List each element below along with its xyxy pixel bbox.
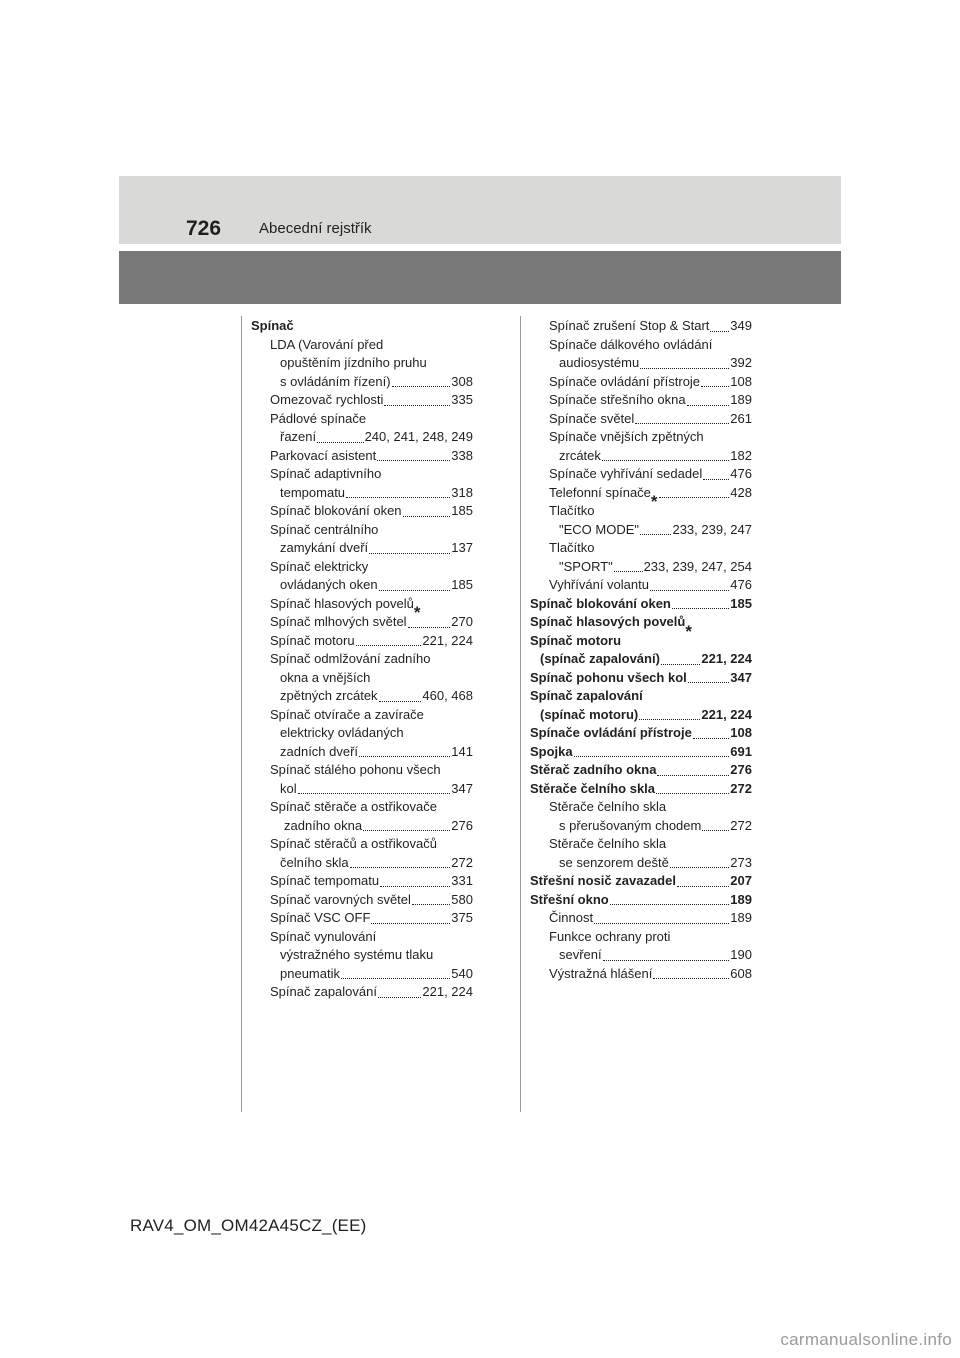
index-entry — [530, 595, 752, 614]
leader-dots — [687, 404, 730, 406]
index-entry — [530, 891, 752, 910]
index-entry — [251, 761, 473, 780]
index-term: Spínač elektricky — [270, 558, 369, 574]
index-term: zadního okna — [284, 817, 363, 833]
page-reference: 189 — [730, 392, 752, 407]
index-entry — [530, 410, 752, 429]
index-entry — [251, 946, 473, 965]
page-reference: 189 — [730, 910, 752, 925]
index-term: (spínač motoru) — [540, 706, 639, 722]
page-reference: 318 — [451, 484, 473, 500]
index-entry — [251, 613, 473, 632]
index-entry — [530, 743, 752, 762]
index-entry — [251, 336, 473, 355]
index-term: Spínače vyhřívání sedadel — [549, 466, 703, 481]
leader-dots — [412, 903, 450, 905]
index-entry — [530, 336, 752, 355]
page-reference: 240, 241, 248, 249 — [364, 429, 473, 444]
leader-dots — [659, 496, 730, 498]
index-term: LDA (Varování před — [270, 336, 384, 352]
index-entry — [530, 706, 752, 725]
index-term: Střešní okno — [530, 891, 609, 907]
leader-dots — [602, 459, 729, 461]
index-entry — [251, 669, 473, 688]
index-entry — [530, 835, 752, 854]
index-entry — [530, 724, 752, 743]
page-reference: 221, 224 — [701, 651, 752, 666]
index-term: Spínač pohonu všech kol — [530, 669, 687, 685]
leader-dots — [341, 977, 450, 979]
leader-dots — [377, 459, 450, 461]
index-term: Spínač VSC OFF — [270, 910, 371, 925]
leader-dots — [661, 663, 700, 665]
header-band — [119, 176, 841, 244]
index-term: Střešní nosič zavazadel — [530, 873, 676, 888]
index-term: Stěrače čelního skla — [530, 780, 656, 796]
page-reference: 308 — [451, 373, 473, 389]
page-reference: 476 — [730, 466, 752, 481]
index-entry: Spínač hlasových povelů * — [530, 614, 692, 641]
index-entry: Telefonní spínače * 428 — [549, 484, 752, 511]
index-term: elektricky ovládaných — [280, 725, 404, 740]
index-entry — [530, 687, 752, 706]
leader-dots — [702, 829, 729, 831]
index-term: pneumatik — [280, 965, 340, 981]
index-entry: Spínač hlasových povelů * — [270, 595, 421, 622]
index-term: Spínač hlasových povelů — [530, 614, 686, 629]
page-reference: 476 — [730, 577, 752, 592]
page-reference: 580 — [451, 891, 473, 907]
page-reference: 108 — [730, 725, 752, 740]
page-reference: 349 — [730, 318, 752, 333]
index-entry — [251, 317, 473, 336]
index-entry — [251, 872, 473, 891]
index-entry — [530, 650, 752, 669]
index-term: Spínač hlasových povelů — [270, 595, 414, 611]
index-entry — [530, 872, 752, 891]
index-term: zadních dveří — [280, 743, 359, 759]
leader-dots — [371, 922, 450, 924]
index-term: (spínač zapalování) — [540, 651, 660, 666]
index-entry — [530, 391, 752, 410]
document-code: RAV4_OM_OM42A45CZ_(EE) — [130, 1216, 367, 1235]
index-term: Tlačítko — [549, 540, 595, 555]
page-reference: 272 — [451, 854, 473, 870]
page-reference: 392 — [730, 355, 752, 370]
leader-dots — [574, 755, 730, 757]
index-entry — [251, 576, 473, 595]
leader-dots — [379, 589, 451, 591]
index-entry — [251, 502, 473, 521]
page-reference: 189 — [730, 891, 752, 907]
index-column-left — [251, 317, 473, 1002]
leader-dots — [403, 515, 451, 517]
index-term: Spínače světel — [549, 410, 635, 426]
index-entry — [251, 465, 473, 484]
leader-dots — [603, 959, 730, 961]
index-term: s přerušovaným chodem — [559, 817, 702, 833]
page-reference: 276 — [451, 817, 473, 833]
page-reference: 338 — [451, 447, 473, 463]
leader-dots — [408, 626, 451, 628]
index-term: okna a vnějších — [280, 669, 371, 685]
index-entry — [251, 447, 473, 466]
index-term: Spínač motoru — [530, 632, 622, 648]
index-term: čelního skla — [280, 854, 349, 870]
leader-dots — [392, 385, 451, 387]
index-term: Spínač vynulování — [270, 928, 377, 944]
leader-dots — [298, 792, 451, 794]
leader-dots — [657, 774, 729, 776]
index-term: Činnost — [549, 910, 594, 925]
left-column-rule — [241, 316, 242, 1112]
leader-dots — [614, 570, 643, 572]
page-reference: 221, 224 — [422, 984, 473, 999]
index-entry — [251, 743, 473, 762]
page-reference: 270 — [451, 614, 473, 629]
index-entry — [530, 521, 752, 540]
leader-dots — [703, 478, 729, 480]
index-entry — [251, 373, 473, 392]
index-entry — [530, 632, 752, 651]
index-term: řazení — [280, 429, 317, 444]
index-entry — [251, 909, 473, 928]
leader-dots — [317, 441, 363, 443]
leader-dots — [653, 977, 729, 979]
index-term: Spínač stěrače a ostřikovače — [270, 799, 437, 814]
index-entry — [530, 965, 752, 984]
section-title: Abecední rejstřík — [259, 220, 372, 237]
index-entry — [251, 891, 473, 910]
index-entry — [530, 354, 752, 373]
index-term: Parkovací asistent — [270, 447, 377, 463]
index-entry — [530, 946, 752, 965]
index-entry — [251, 428, 473, 447]
index-term: Spínače ovládání přístroje — [549, 373, 701, 389]
index-entry — [251, 798, 473, 817]
index-term: zrcátek — [559, 447, 601, 463]
page-reference: 428 — [730, 484, 752, 500]
index-term: Spínač motoru — [270, 632, 355, 648]
index-entry — [251, 521, 473, 540]
leader-dots — [384, 404, 450, 406]
index-entry — [251, 965, 473, 984]
index-term: zpětných zrcátek — [280, 688, 378, 703]
index-term: kol — [280, 780, 297, 796]
leader-dots — [656, 792, 729, 794]
index-entry — [251, 687, 473, 706]
index-entry — [530, 780, 752, 799]
leader-dots — [378, 996, 421, 998]
leader-dots — [363, 829, 450, 831]
index-term: Spínače vnějších zpětných — [549, 429, 704, 444]
leader-dots — [594, 922, 729, 924]
index-term: Spínače střešního okna — [549, 392, 686, 407]
index-term: tempomatu — [280, 484, 346, 500]
right-column-rule — [520, 316, 521, 1112]
index-entry — [530, 558, 752, 577]
index-term: výstražného systému tlaku — [280, 947, 434, 962]
index-term: Stěrače čelního skla — [549, 836, 667, 851]
index-term: Spínač varovných světel — [270, 891, 411, 907]
index-term: opuštěním jízdního pruhu — [280, 355, 427, 370]
index-entry — [251, 354, 473, 373]
leader-dots — [379, 700, 422, 702]
index-entry — [530, 669, 752, 688]
index-term: Spínač adaptivního — [270, 466, 382, 481]
index-term: se senzorem deště — [559, 854, 669, 870]
leader-dots — [677, 885, 729, 887]
leader-dots — [380, 885, 450, 887]
leader-dots — [672, 607, 729, 609]
index-term: Spínač zrušení Stop & Start — [549, 318, 710, 333]
index-entry — [530, 909, 752, 928]
index-term: Omezovač rychlosti — [270, 392, 384, 407]
page-reference: 272 — [730, 817, 752, 833]
leader-dots — [710, 330, 729, 332]
page-reference: 335 — [451, 392, 473, 407]
leader-dots — [356, 644, 422, 646]
page-reference: 347 — [730, 669, 752, 685]
leader-dots — [610, 903, 730, 905]
index-term: zamykání dveří — [280, 540, 369, 555]
index-entry — [251, 650, 473, 669]
page-reference: 233, 239, 247 — [672, 521, 752, 537]
index-term: Spínač zapalování — [530, 688, 643, 703]
index-entry — [251, 632, 473, 651]
page-reference: 182 — [730, 447, 752, 463]
leader-dots — [650, 589, 729, 591]
index-entry — [251, 484, 473, 503]
page-reference: 185 — [730, 595, 752, 611]
index-entry — [530, 761, 752, 780]
index-term: Spínač zapalování — [270, 984, 377, 999]
page-reference: 272 — [730, 780, 752, 796]
index-term: Stěrač zadního okna — [530, 762, 657, 777]
index-entry — [530, 817, 752, 836]
page-reference: 608 — [730, 965, 752, 981]
watermark: carmanualsonline.info — [780, 1330, 952, 1349]
index-term: Spojka — [530, 743, 573, 759]
index-entry — [530, 798, 752, 817]
page-number: 726 — [186, 217, 222, 240]
index-term: Spínač stálého pohonu všech — [270, 762, 441, 777]
index-term: Vyhřívání volantu — [549, 577, 649, 592]
index-term: Výstražná hlášení — [549, 965, 653, 981]
index-term: Spínač tempomatu — [270, 873, 380, 888]
index-entry — [251, 539, 473, 558]
index-entry — [530, 576, 752, 595]
index-term: Spínače dálkového ovládání — [549, 336, 713, 352]
index-entry — [530, 928, 752, 947]
index-entry — [530, 465, 752, 484]
leader-dots — [635, 422, 729, 424]
leader-dots — [369, 552, 450, 554]
index-entry — [530, 539, 752, 558]
index-entry — [530, 447, 752, 466]
index-term: Spínač centrálního — [270, 521, 379, 537]
index-term: "ECO MODE" — [559, 521, 640, 537]
index-entry — [530, 317, 752, 336]
index-term: Stěrače čelního skla — [549, 799, 667, 814]
index-term: Spínač odmlžování zadního — [270, 651, 431, 666]
page-reference: 221, 224 — [422, 632, 473, 648]
page-reference: 185 — [451, 503, 473, 518]
index-entry — [530, 854, 752, 873]
leader-dots — [639, 718, 700, 720]
index-term: Funkce ochrany proti — [549, 928, 671, 944]
index-entry — [530, 373, 752, 392]
page-reference: 137 — [451, 540, 473, 555]
index-entry — [251, 854, 473, 873]
index-entry — [251, 983, 473, 1002]
index-term: Spínač — [251, 318, 294, 333]
index-column-right — [530, 317, 752, 983]
index-entry — [251, 391, 473, 410]
page-reference: 233, 239, 247, 254 — [643, 558, 752, 574]
index-term: Pádlové spínače — [270, 410, 367, 426]
index-term: Telefonní spínače — [549, 484, 651, 500]
index-term: Spínač blokování oken — [530, 595, 671, 611]
page-reference: 108 — [730, 373, 752, 389]
leader-dots — [359, 755, 450, 757]
page-reference: 261 — [730, 410, 752, 426]
page-reference: 141 — [451, 743, 473, 759]
page-reference: 276 — [730, 762, 752, 777]
index-entry — [251, 706, 473, 725]
index-entry — [251, 724, 473, 743]
index-entry — [251, 928, 473, 947]
leader-dots — [350, 866, 451, 868]
page-reference: 273 — [730, 854, 752, 870]
index-term: Spínač blokování oken — [270, 503, 402, 518]
page-reference: 691 — [730, 743, 752, 759]
index-entry — [530, 502, 752, 521]
index-term: Spínače ovládání přístroje — [530, 725, 692, 740]
page-reference: 540 — [451, 965, 473, 981]
page-reference: 460, 468 — [422, 688, 473, 703]
chapter-tab-band — [119, 251, 841, 304]
leader-dots — [346, 496, 450, 498]
page-reference: 207 — [730, 873, 752, 888]
index-term: audiosystému — [559, 355, 640, 370]
page-reference: 331 — [451, 873, 473, 888]
index-term: ovládaných oken — [280, 577, 378, 592]
index-entry — [530, 428, 752, 447]
index-entry — [251, 817, 473, 836]
index-term: "SPORT" — [559, 558, 613, 574]
index-term: Tlačítko — [549, 503, 595, 518]
page-reference: 221, 224 — [701, 706, 752, 722]
leader-dots — [688, 681, 730, 683]
index-term: Spínač stěračů a ostřikovačů — [270, 836, 437, 851]
index-term: Spínač otvírače a zavírače — [270, 706, 424, 722]
page-reference: 190 — [730, 947, 752, 962]
leader-dots — [670, 866, 729, 868]
page-reference: 375 — [451, 910, 473, 925]
index-entry — [251, 558, 473, 577]
leader-dots — [640, 533, 671, 535]
leader-dots — [693, 737, 729, 739]
leader-dots — [701, 385, 729, 387]
index-entry — [251, 410, 473, 429]
leader-dots — [640, 367, 729, 369]
index-term: Spínač mlhových světel — [270, 614, 407, 629]
page-reference: 185 — [451, 577, 473, 592]
index-entry — [251, 835, 473, 854]
index-entry — [251, 780, 473, 799]
index-term: sevření — [559, 947, 602, 962]
index-term: s ovládáním řízení) — [280, 373, 391, 389]
page-reference: 347 — [451, 780, 473, 796]
